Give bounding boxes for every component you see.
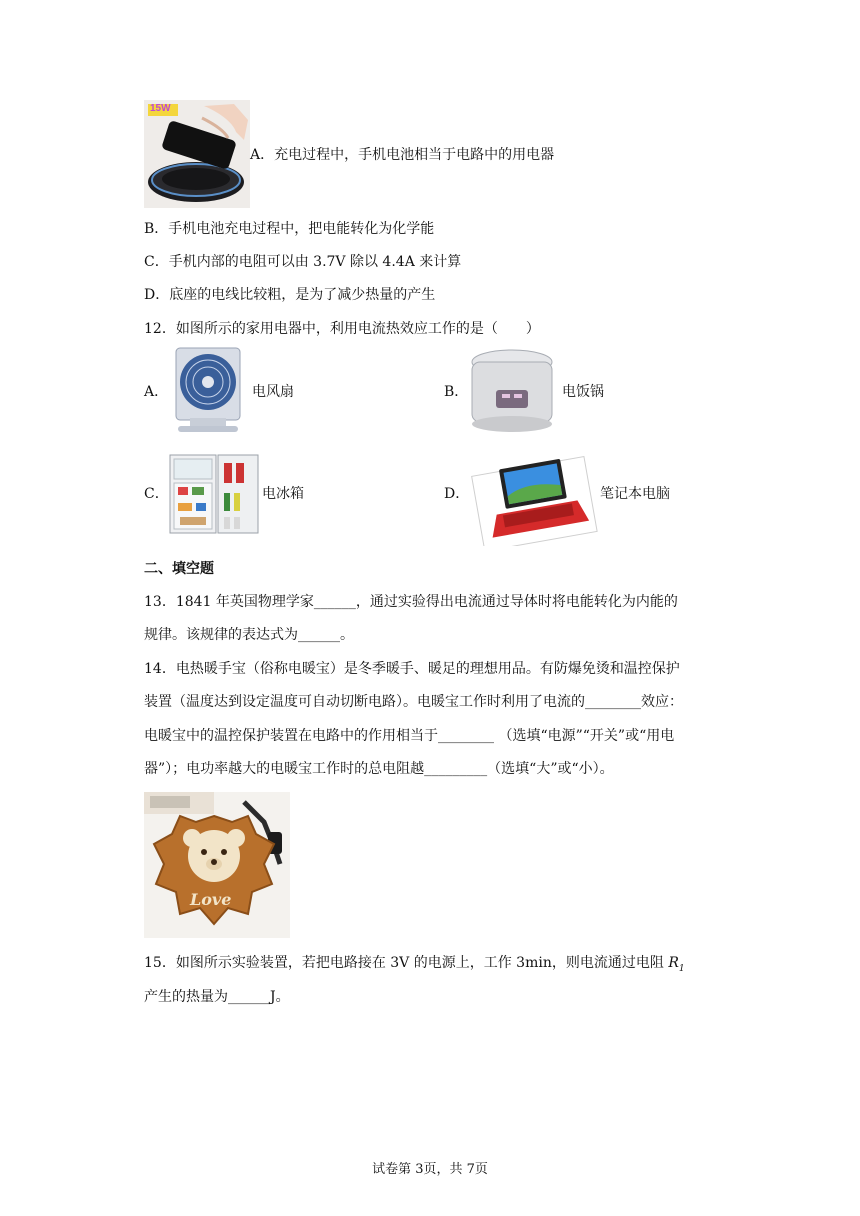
rice-cooker-image: [466, 346, 558, 434]
q12-text-a: 电风扇: [252, 384, 294, 400]
q13-line2: 规律。该规律的表达式为______。: [144, 627, 354, 643]
q14-line3: 电暖宝中的温控保护装置在电路中的作用相当于________ （选填“电源”“开关”或“用电: [144, 728, 675, 744]
q14-line4: 器”）；电功率越大的电暖宝工作时的总电阻越_________（选填“大”或“小）。: [144, 761, 614, 777]
q11-option-d: D．底座的电线比较粗，是为了减少热量的产生: [144, 287, 436, 303]
q12-text-d: 笔记本电脑: [600, 486, 670, 502]
r-symbol: R: [668, 955, 679, 971]
q12-letter-b: B．: [444, 384, 469, 400]
q11-option-c: C．手机内部的电阻可以由 3.7V 除以 4.4A 来计算: [144, 254, 462, 270]
q15-line2: 产生的热量为______J。: [144, 989, 290, 1005]
q12-letter-a: A．: [144, 384, 169, 400]
hand-warmer-image: [144, 792, 290, 938]
q15-line1: [144, 953, 685, 979]
charger-badge: 15W: [150, 103, 171, 114]
r-subscript: 1: [678, 963, 685, 974]
q11-option-a: A．充电过程中，手机电池相当于电路中的用电器: [250, 147, 555, 163]
q12-letter-c: C．: [144, 486, 169, 502]
electric-fan-image: [170, 346, 246, 434]
section-heading: 二、填空题: [144, 561, 214, 577]
q14-line1: 14．电热暖手宝（俗称电暖宝）是冬季暖手、暖足的理想用品。有防爆免烫和温控保护: [144, 661, 680, 677]
q11-option-b: B．手机电池充电过程中，把电能转化为化学能: [144, 221, 435, 237]
q12-text-c: 电冰箱: [262, 486, 304, 502]
hand-warmer-text: Love: [190, 890, 232, 909]
q12-stem: 12．如图所示的家用电器中，利用电流热效应工作的是（ ）: [144, 321, 540, 337]
q14-line2: 装置（温度达到设定温度可自动切断电路）。电暖宝工作时利用了电流的________效应：: [144, 694, 683, 710]
refrigerator-image: [168, 453, 260, 535]
q12-text-b: 电饭锅: [562, 384, 604, 400]
q12-letter-d: D．: [444, 486, 470, 502]
q13-line1: 13．1841 年英国物理学家______，通过实验得出电流通过导体时将电能转化为内能的: [144, 594, 678, 610]
page-footer: 试卷第 3页，共 7页: [372, 1162, 488, 1177]
q15-line1-text: 15．如图所示实验装置，若把电路接在 3V 的电源上，工作 3min，则电流通过电阻: [144, 955, 669, 971]
laptop-image: [468, 446, 598, 546]
wireless-charger-image: [144, 100, 250, 208]
